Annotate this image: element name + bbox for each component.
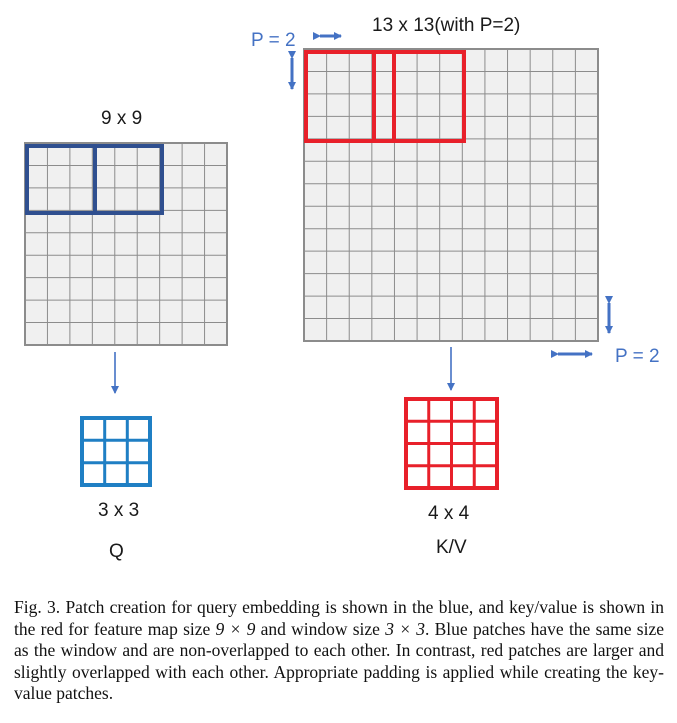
query-patch-size-label: 3 x 3 bbox=[98, 500, 140, 521]
caption-text-2: and window size bbox=[260, 618, 380, 639]
kv-patch-4x4 bbox=[406, 399, 497, 488]
kv-patch-size-label: 4 x 4 bbox=[428, 503, 470, 524]
kv-feature-map bbox=[304, 49, 598, 341]
kv-label: K/V bbox=[436, 537, 467, 558]
query-feature-map bbox=[25, 143, 227, 345]
padding-label-bottom: P = 2 bbox=[615, 346, 660, 367]
caption-text-3: . Blue patches have the same size as the window and are non-overlapped to each other. In contrast, red patches are larger and slightly overlapped with each other. Appropriate padding is applied while creating the key-value patches. bbox=[14, 618, 664, 704]
caption-feature-size: 9 × 9 bbox=[215, 618, 256, 639]
query-label: Q bbox=[109, 541, 124, 562]
caption-window-size: 3 × 3 bbox=[385, 618, 426, 639]
query-patch-3x3 bbox=[82, 418, 150, 485]
kv-map-label: 13 x 13(with P=2) bbox=[372, 15, 521, 36]
figure-caption bbox=[14, 597, 664, 705]
padding-label-top: P = 2 bbox=[251, 30, 296, 51]
caption-prefix: Fig. 3. bbox=[14, 597, 61, 617]
query-map-label: 9 x 9 bbox=[101, 108, 143, 129]
caption-text-1: Patch creation for query embedding is shown in the blue, and key/value is shown in the red for feature map size bbox=[14, 597, 664, 639]
